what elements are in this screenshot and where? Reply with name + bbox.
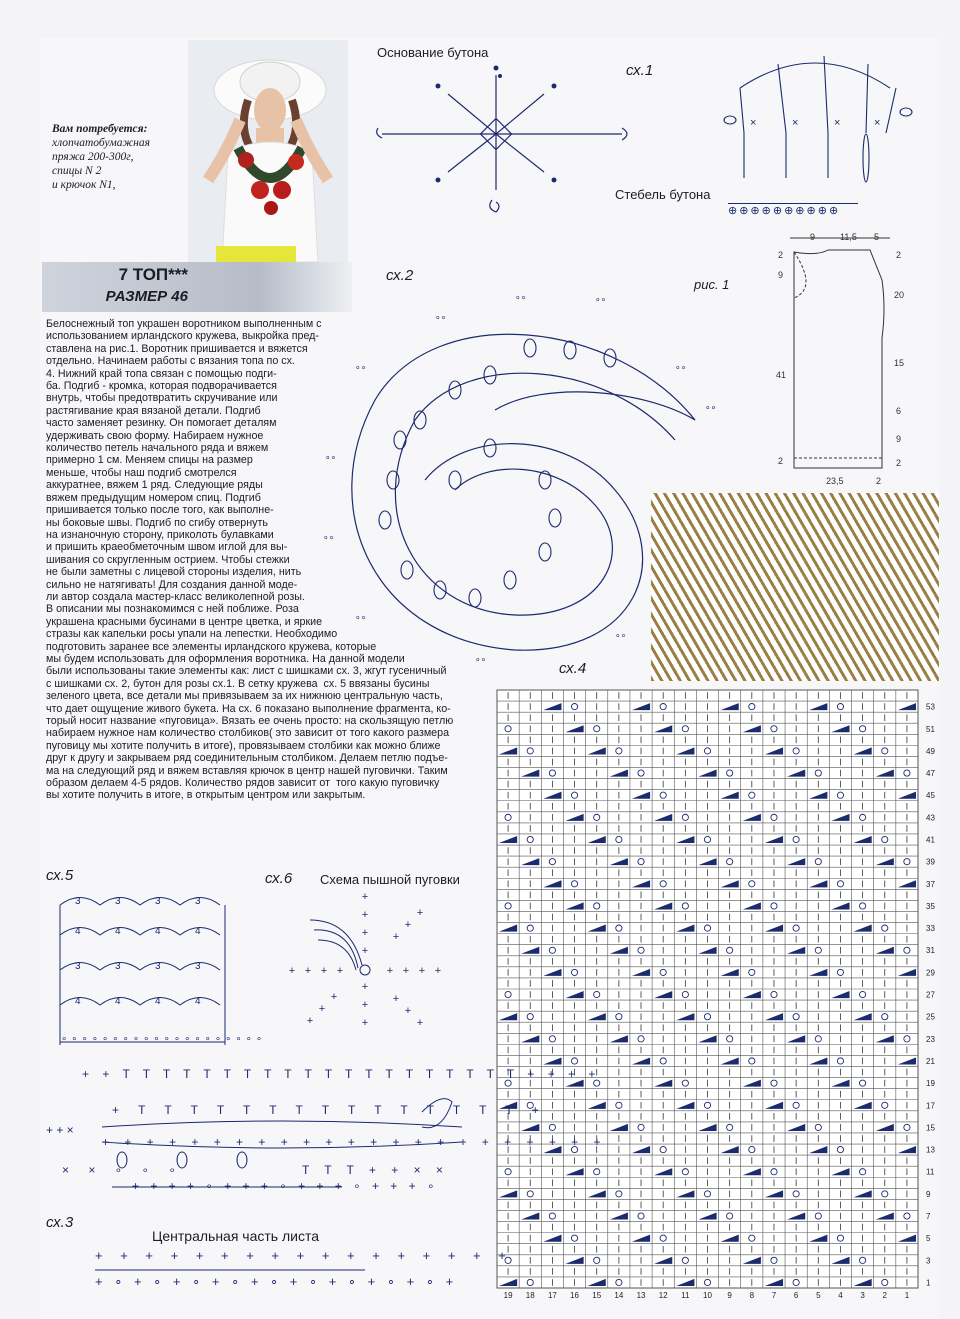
svg-text:3: 3 — [155, 896, 161, 907]
svg-text:∘∘: ∘∘ — [355, 612, 367, 622]
row-number: 27 — [926, 990, 935, 1000]
svg-text:3: 3 — [155, 961, 161, 972]
row-number: 35 — [926, 901, 935, 911]
svg-text:+ + T T T T T T T T T T T T T: + + T T T T T T T T T T T T T T T T T T T T + + + + — [82, 1067, 601, 1081]
bud-base-diagram — [372, 60, 642, 220]
row-number: 53 — [926, 702, 935, 712]
svg-text:∘∘: ∘∘ — [475, 654, 487, 664]
column-number: 6 — [793, 1291, 799, 1300]
model-photo — [188, 40, 348, 262]
svg-text:+: + — [416, 907, 424, 919]
svg-text:+: + — [361, 999, 369, 1011]
svg-text:+: + — [330, 991, 338, 1003]
left-dim: 9 — [778, 270, 784, 280]
svg-text:+ + + + + + + + + + + + + + +: + + + + + + + + + + + + + + + + + + + + + + + — [102, 1135, 607, 1149]
svg-text:4: 4 — [195, 996, 201, 1007]
column-number: 4 — [838, 1291, 843, 1300]
column-number: 2 — [882, 1291, 887, 1300]
column-number: 17 — [547, 1291, 557, 1300]
svg-text:+: + — [318, 1003, 326, 1015]
bottom-dim: 23,5 — [826, 476, 844, 486]
knit-sample-photo — [651, 493, 939, 681]
lace-net-diagram — [55, 890, 267, 1050]
row-number: 47 — [926, 769, 935, 779]
row-number: 21 — [926, 1056, 935, 1066]
row-number: 37 — [926, 879, 935, 889]
left-dim: 2 — [778, 456, 784, 466]
svg-text:∘∘: ∘∘ — [355, 362, 367, 372]
svg-text:4: 4 — [115, 996, 121, 1007]
figure1-label: рис. 1 — [694, 277, 730, 292]
svg-text:+: + — [361, 1017, 369, 1029]
svg-text:3: 3 — [195, 961, 201, 972]
column-number: 8 — [749, 1291, 755, 1300]
top-pattern-outline — [770, 228, 920, 488]
button-diagram — [280, 890, 455, 1040]
svg-text:+: + — [386, 965, 394, 977]
button-scheme-title: Схема пышной пуговки — [320, 872, 460, 887]
column-number: 16 — [570, 1291, 580, 1300]
materials-line: спицы N 2 — [52, 165, 102, 177]
materials-line: хлопчатобумажная — [52, 137, 150, 149]
left-dim: 41 — [776, 370, 787, 380]
svg-text:×: × — [834, 117, 841, 129]
column-number: 10 — [703, 1291, 712, 1300]
scheme3-label: сх.3 — [46, 1214, 74, 1231]
row-number: 7 — [926, 1212, 931, 1222]
svg-text:+: + — [434, 965, 442, 977]
svg-text:∘∘: ∘∘ — [615, 630, 627, 640]
row-number: 19 — [926, 1079, 935, 1089]
svg-text:+: + — [306, 1015, 314, 1027]
svg-text:4: 4 — [115, 926, 121, 937]
svg-text:+: + — [392, 931, 400, 943]
column-number: 14 — [614, 1291, 624, 1300]
svg-text:+: + — [418, 965, 426, 977]
row-number: 17 — [926, 1101, 935, 1111]
knitting-chart — [497, 690, 918, 1288]
svg-text:+ + ×: + + × — [46, 1123, 74, 1137]
row-number: 29 — [926, 968, 935, 978]
chart-column-numbers — [497, 1288, 918, 1302]
svg-text:+ + + + ∘ + + + ∘ + + + ∘ + +: + + + + ∘ + + + ∘ + + + ∘ + + + ∘ — [132, 1179, 439, 1193]
svg-text:∘∘: ∘∘ — [675, 362, 687, 372]
svg-text:+: + — [336, 965, 344, 977]
svg-text:×: × — [750, 117, 757, 129]
row-number: 23 — [926, 1034, 935, 1044]
left-dim: 2 — [778, 250, 784, 260]
svg-text:∘∘: ∘∘ — [323, 532, 335, 542]
row-number: 41 — [926, 835, 935, 845]
svg-text:4: 4 — [75, 996, 81, 1007]
svg-text:+: + — [404, 919, 412, 931]
svg-text:4: 4 — [75, 926, 81, 937]
row-number: 39 — [926, 857, 935, 867]
svg-text:+: + — [361, 945, 369, 957]
svg-text:3: 3 — [115, 896, 121, 907]
svg-text:+: + — [404, 1005, 412, 1017]
scheme5-label: сх.5 — [46, 867, 74, 884]
row-number: 9 — [926, 1189, 931, 1199]
column-number: 19 — [503, 1291, 513, 1300]
row-number: 1 — [926, 1278, 931, 1288]
right-dim: 2 — [896, 250, 902, 260]
column-number: 9 — [727, 1291, 732, 1300]
svg-text:3: 3 — [195, 896, 201, 907]
chart-row-numbers — [920, 690, 944, 1288]
svg-text:∘∘: ∘∘ — [595, 294, 607, 304]
svg-text:+ T T T T T T T T T T T T T T: + T T T T T T T T T T T T T T T + — [112, 1103, 547, 1117]
model-size: РАЗМЕР 46 — [105, 288, 188, 305]
row-number: 13 — [926, 1145, 935, 1155]
column-number: 7 — [771, 1291, 777, 1300]
column-number: 15 — [592, 1291, 602, 1300]
row-number: 45 — [926, 791, 935, 801]
column-number: 18 — [525, 1291, 535, 1300]
right-dim: 20 — [894, 290, 905, 300]
bud-stem-label: Стебель бутона — [615, 187, 711, 202]
right-dim: 9 — [896, 434, 902, 444]
svg-text:+ ∘ + ∘ + ∘ + ∘ + ∘ + ∘ + ∘ +: + ∘ + ∘ + ∘ + ∘ + ∘ + ∘ + ∘ + ∘ + ∘ + — [95, 1274, 458, 1289]
column-number: 13 — [636, 1291, 646, 1300]
svg-text:3: 3 — [75, 961, 81, 972]
right-dim: 2 — [896, 458, 902, 468]
svg-text:+: + — [304, 965, 312, 977]
column-number: 12 — [658, 1291, 668, 1300]
svg-text:T T T + + × ×: T T T + + × × — [302, 1163, 449, 1177]
top-dim: 9 — [810, 232, 816, 242]
scheme6-label: сх.6 — [265, 870, 293, 887]
svg-text:+ + + + + + + + + + + + + + +: + + + + + + + + + + + + + + + + + — [95, 1248, 513, 1263]
svg-text:+: + — [361, 891, 369, 903]
right-dim: 6 — [896, 406, 902, 416]
svg-text:∘∘: ∘∘ — [705, 402, 717, 412]
leaf-center-title: Центральная часть листа — [152, 1228, 320, 1244]
svg-text:∘∘: ∘∘ — [435, 312, 447, 322]
row-number: 11 — [926, 1167, 935, 1177]
column-number: 11 — [681, 1291, 690, 1300]
svg-text:× × ∘ ∘ ∘: × × ∘ ∘ ∘ — [62, 1163, 184, 1177]
row-number: 43 — [926, 813, 935, 823]
materials-line: и крючок N1, — [52, 179, 116, 191]
svg-text:+: + — [288, 965, 296, 977]
row-number: 5 — [926, 1234, 931, 1244]
svg-text:+: + — [416, 1017, 424, 1029]
bud-stem-diagram — [700, 48, 930, 198]
scheme2-label: сх.2 — [386, 267, 414, 284]
leaf-center-diagram — [95, 1246, 513, 1292]
top-dim: 11,5 — [840, 232, 857, 242]
row-number: 33 — [926, 924, 935, 934]
model-title: 7 ТОП*** — [118, 265, 188, 284]
row-number: 15 — [926, 1123, 935, 1133]
scheme1-label: сх.1 — [626, 62, 654, 79]
svg-text:×: × — [792, 117, 799, 129]
materials-line: пряжа 200-300г, — [52, 151, 134, 163]
materials-needed — [52, 122, 187, 192]
right-dim: 15 — [894, 358, 905, 368]
bottom-dim: 2 — [876, 476, 882, 486]
bud-base-label: Основание бутона — [377, 45, 489, 60]
row-number: 49 — [926, 746, 935, 756]
row-number: 51 — [926, 724, 935, 734]
column-number: 1 — [904, 1291, 910, 1300]
scheme4-label: сх.4 — [559, 660, 587, 677]
svg-text:3: 3 — [75, 896, 81, 907]
row-number: 31 — [926, 946, 935, 956]
materials-heading: Вам потребуется: — [52, 123, 148, 135]
top-dim: 5 — [874, 232, 880, 242]
svg-text:+: + — [392, 993, 400, 1005]
row-number: 3 — [926, 1256, 931, 1266]
svg-text:+: + — [320, 965, 328, 977]
svg-text:+: + — [361, 927, 369, 939]
svg-text:×: × — [874, 117, 881, 129]
svg-text:∘∘: ∘∘ — [515, 292, 527, 302]
column-number: 5 — [816, 1291, 821, 1300]
row-number: 25 — [926, 1012, 935, 1022]
svg-text:4: 4 — [155, 926, 161, 937]
svg-text:+: + — [402, 965, 410, 977]
svg-text:3: 3 — [115, 961, 121, 972]
svg-text:∘∘: ∘∘ — [325, 452, 337, 462]
svg-text:4: 4 — [155, 996, 161, 1007]
leaf-diagram — [42, 1062, 607, 1202]
svg-text:+: + — [361, 981, 369, 993]
description-text: Белоснежный топ украшен воротником выполненным с использованием ирландского кружева, выкройка пред- ставлена на рис.1. Воротник пришивается и вяжется отдельно. Начинаем работы с вязания топа по сх. 4. Нижний край топа связан с помощью подги- ба. Подгиб - кромка, которая подворачивается внутрь, чтобы предотвратить скручивание или растягивание края вязаной детали. Подгиб часто заменяет резинку. Он помогает деталям удерживать свою форму. Набираем нужное количество петель начального ряда и вяжем примерно 1 см. Меняем спицы на размер меньше, чтобы наш подгиб смотрелся аккуратнее, вяжем 1 ряд. Следующие ряды вяжем предыдущим номером спиц. Подгиб пришивается только после того, как выполне- ны боковые швы. Подгиб по сгибу отвернуть на изнаночную сторону, приколоть булавками и пришить краеобметочным швом иглой для вы- шивания со скругленным острием. Чтобы стежки не были заметны с лицевой стороны изделия, нить сильно не натягивать! Для создания данной моде- ли автор создала мастер-класс великолепной розы. В описании мы познакомимся с ней поближе. Роза украшена красными бусинами в центре цветка, и яркие стразы как капельки росы упали на лепестки. Необходимо подготовить заранее все элементы ирландского кружева, которые мы будем использовать для оформления воротника. На данной модели были использованы такие элементы как: лист с шишками сх. 3, жгут гусеничный с шишками сх. 2, бутон для розы сх.1. В сетку кружева сх. 5 ввязаны бусины зеленого цвета, все детали мы привязываем за их нижнюю центральную часть, что дает ощущение живого букета. На сх. 6 показано выполнение фрагмента, ко- торый носит название «пуговица». Вязать ее очень просто: на скользящую петлю набираем нужное нам количество столбиков( это зависит от того какого размера пуговицу мы хотите получить в итоге), провязываем столбики как можно ближе друг к другу и закрываем ряд соединительным столбиком. Делаем петлю подъе- ма на следующий ряд и вяжем вставляя крючок в центр нашей пуговички. Таким образом делаем 4-5 рядов. Количество рядов зависит от того какую пуговичку вы хотите получить в итоге, в открытым центром или закрытым. — [46, 318, 454, 802]
svg-text:∘∘∘∘∘∘∘∘∘∘∘∘∘∘∘∘∘∘∘∘: ∘∘∘∘∘∘∘∘∘∘∘∘∘∘∘∘∘∘∘∘ — [61, 1034, 267, 1045]
column-number: 3 — [860, 1291, 865, 1300]
svg-text:+: + — [361, 909, 369, 921]
stem-stitch-row: ⊕⊕⊕⊕⊕⊕⊕⊕⊕⊕ — [728, 203, 858, 220]
svg-text:4: 4 — [195, 926, 201, 937]
